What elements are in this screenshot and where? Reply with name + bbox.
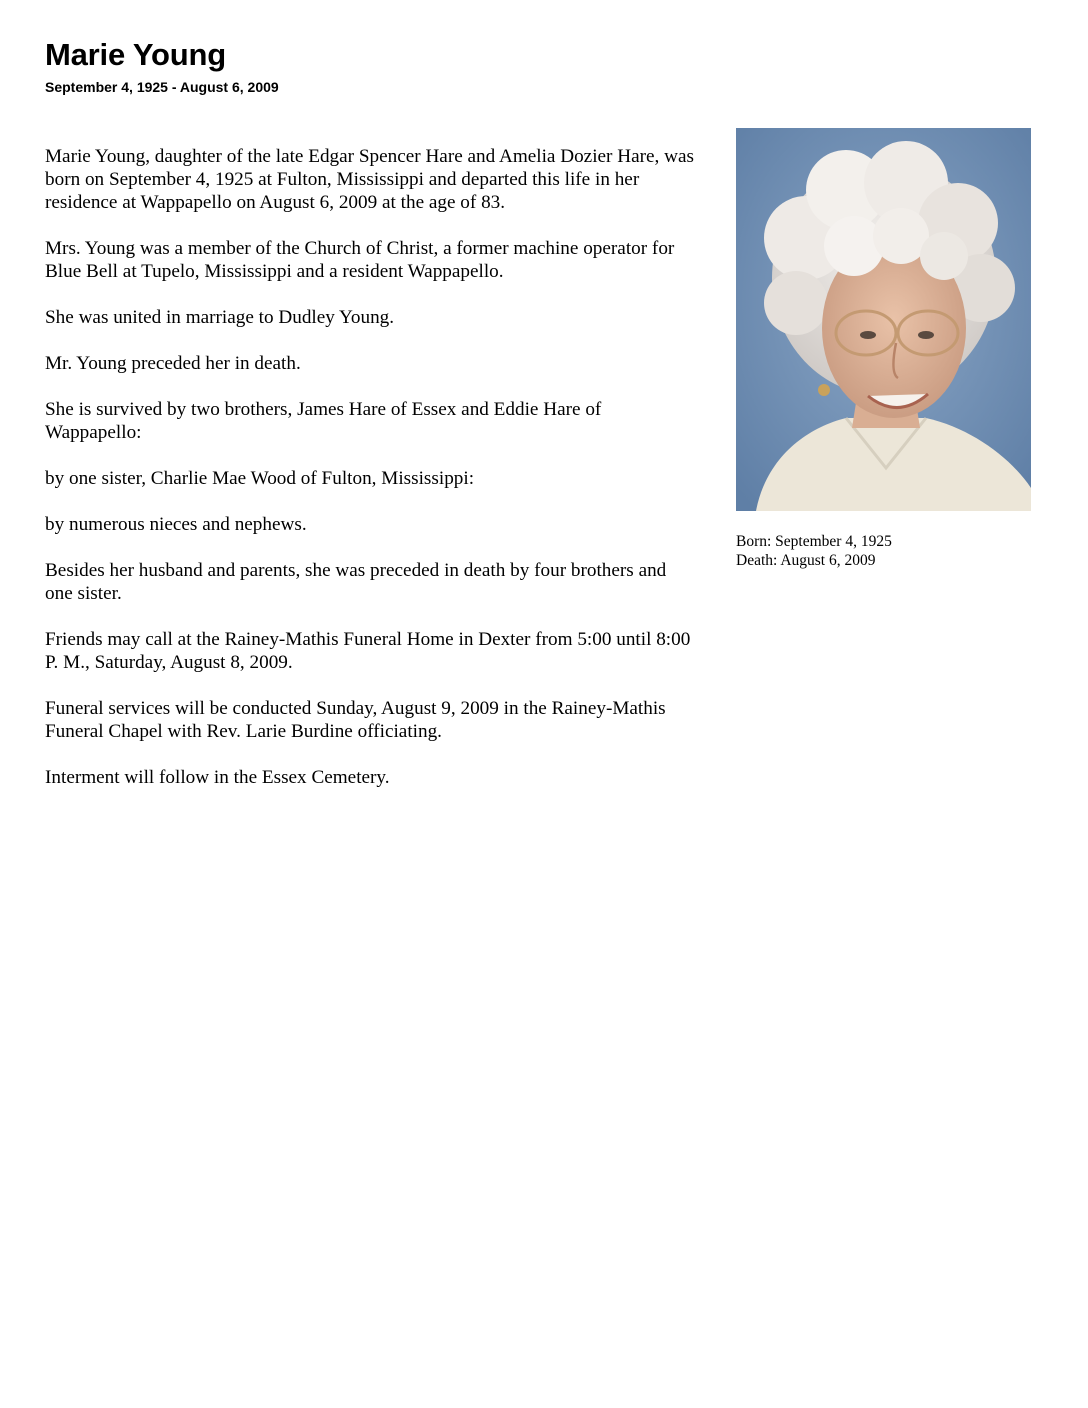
obituary-paragraph: She was united in marriage to Dudley Young. xyxy=(45,307,395,328)
obituary-paragraph: by numerous nieces and nephews. xyxy=(45,514,307,535)
obituary-paragraph: Friends may call at the Rainey-Mathis Funeral Home in Dexter from 5:00 until 8:00 P. M., Saturday, August 8, 2009. xyxy=(45,629,691,673)
obituary-paragraph: Funeral services will be conducted Sunday, August 9, 2009 in the Rainey-Mathis Funeral Chapel with Rev. Larie Burdine officiating. xyxy=(45,698,666,742)
page-title: Marie Young xyxy=(45,37,226,72)
life-dates: September 4, 1925 - August 6, 2009 xyxy=(45,79,279,95)
caption-death: Death: August 6, 2009 xyxy=(736,552,876,569)
obituary-paragraph: Marie Young, daughter of the late Edgar Spencer Hare and Amelia Dozier Hare, was born on September 4, 1925 at Fulton, Mississippi and departed this life in her residence at Wappapello on August 6, 2009 at the age of 83. xyxy=(45,146,694,213)
caption-born: Born: September 4, 1925 xyxy=(736,533,892,550)
photo-caption xyxy=(736,532,892,570)
obituary-text xyxy=(45,145,695,812)
obituary-paragraph: She is survived by two brothers, James Hare of Essex and Eddie Hare of Wappapello: xyxy=(45,399,602,443)
obituary-paragraph: Interment will follow in the Essex Cemetery. xyxy=(45,767,390,788)
obituary-paragraph: Besides her husband and parents, she was preceded in death by four brothers and one sister. xyxy=(45,560,667,604)
portrait-image xyxy=(736,128,1031,511)
obituary-paragraph: by one sister, Charlie Mae Wood of Fulton, Mississippi: xyxy=(45,468,475,489)
obituary-paragraph: Mr. Young preceded her in death. xyxy=(45,353,301,374)
portrait-photo xyxy=(736,128,1031,511)
obituary-paragraph: Mrs. Young was a member of the Church of Christ, a former machine operator for Blue Bell at Tupelo, Mississippi and a resident Wappapello. xyxy=(45,238,675,282)
